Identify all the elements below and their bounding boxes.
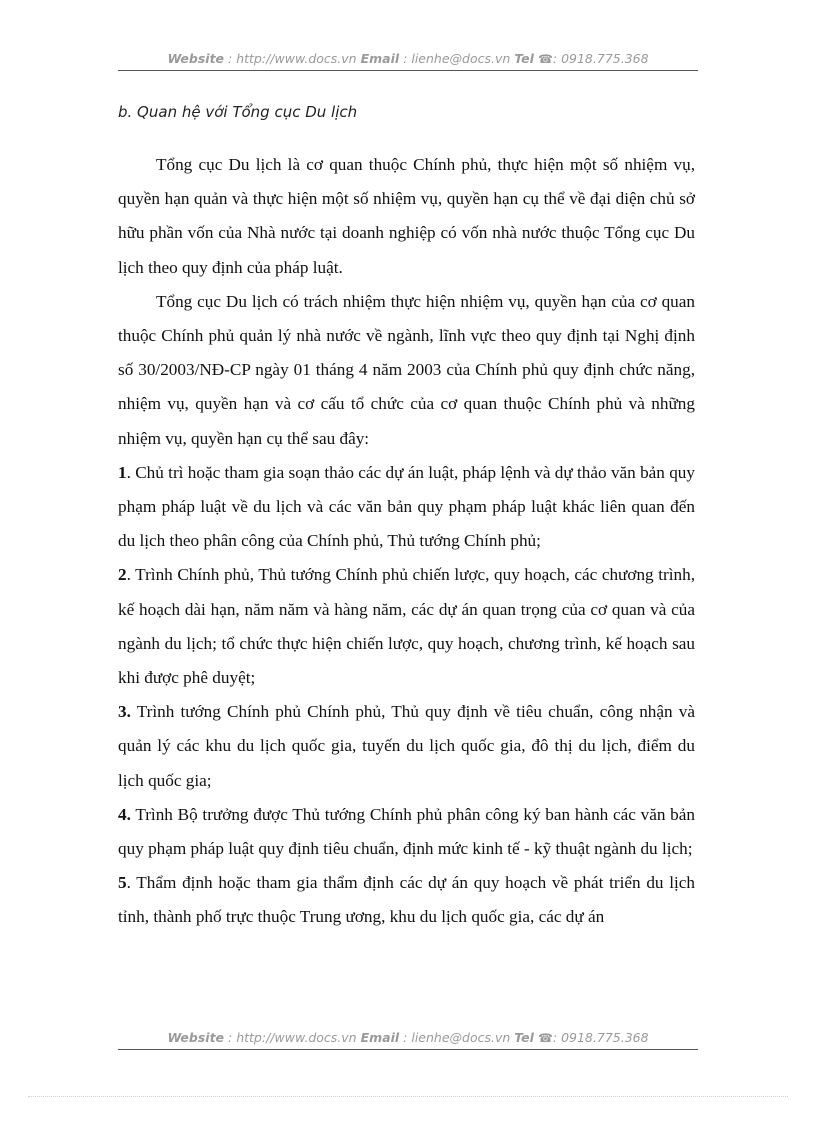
- item-text: . Chủ trì hoặc tham gia soạn thảo các dự án luật, pháp lệnh và dự thảo văn bản quy phạm pháp luật về du lịch và các văn bản quy phạm pháp luật khác liên quan đến du lịch theo phân công của Chính phủ, Thủ tướng Chính phủ;: [118, 462, 695, 551]
- list-item: [118, 695, 695, 798]
- tel-label: Tel: [514, 51, 534, 66]
- email-address[interactable]: : lienhe@docs.vn: [403, 51, 511, 66]
- page-edge-divider: [28, 1096, 788, 1097]
- phone-icon: ☎: [537, 1031, 553, 1045]
- tel-number: : 0918.775.368: [552, 51, 649, 66]
- page-footer: [118, 1030, 698, 1045]
- item-number: 2: [118, 565, 127, 585]
- header-rule: [118, 70, 698, 71]
- item-number: 1: [118, 462, 127, 482]
- phone-icon: ☎: [537, 52, 553, 66]
- website-label: Website: [167, 51, 225, 66]
- item-text: . Trình Chính phủ, Thủ tướng Chính phủ chiến lược, quy hoạch, các chương trình, kế hoạch dài hạn, năm năm và hàng năm, các dự án quan trọng của cơ quan và của ngành du lịch; tổ chức thực hiện chiến lược, quy hoạch, chương trình, kế hoạch sau khi được phê duyệt;: [118, 565, 695, 688]
- item-text: Trình Bộ trưởng được Thủ tướng Chính phủ phân công ký ban hành các văn bản quy phạm pháp luật quy định tiêu chuẩn, định mức kinh tế - kỹ thuật ngành du lịch;: [118, 804, 695, 859]
- tel-label: Tel: [514, 1030, 534, 1045]
- page-header: [118, 51, 698, 66]
- list-item: [118, 456, 695, 559]
- item-number: 5: [118, 873, 127, 893]
- email-label: Email: [360, 51, 400, 66]
- document-body: [118, 148, 695, 935]
- item-number: 3.: [118, 702, 131, 722]
- email-address[interactable]: : lienhe@docs.vn: [403, 1030, 511, 1045]
- website-label: Website: [167, 1030, 225, 1045]
- website-url[interactable]: : http://www.docs.vn: [228, 51, 357, 66]
- list-item: [118, 866, 695, 934]
- list-item: [118, 798, 695, 866]
- item-text: . Thẩm định hoặc tham gia thẩm định các dự án quy hoạch về phát triển du lịch tỉnh, thành phố trực thuộc Trung ương, khu du lịch quốc gia, các dự án: [118, 873, 695, 927]
- paragraph: Tổng cục Du lịch có trách nhiệm thực hiện nhiệm vụ, quyền hạn của cơ quan thuộc Chính phủ quản lý nhà nước về ngành, lĩnh vực theo quy định tại Nghị định số 30/2003/NĐ-CP ngày 01 tháng 4 năm 2003 của Chính phủ quy định chức năng, nhiệm vụ, quyền hạn và cơ cấu tổ chức của cơ quan thuộc Chính phủ và những nhiệm vụ, quyền hạn cụ thể sau đây:: [118, 291, 695, 448]
- website-url[interactable]: : http://www.docs.vn: [228, 1030, 357, 1045]
- paragraph: Tổng cục Du lịch là cơ quan thuộc Chính phủ, thực hiện một số nhiệm vụ, quyền hạn quản và thực hiện một số nhiệm vụ, quyền hạn cụ thể về đại diện chủ sở hữu phần vốn của Nhà nước tại doanh nghiệp có vốn nhà nước thuộc Tổng cục Du lịch theo quy định của pháp luật.: [118, 155, 695, 277]
- section-heading: b. Quan hệ với Tổng cục Du lịch: [118, 103, 358, 121]
- item-text: Trình tướng Chính phủ Chính phủ, Thủ quy định về tiêu chuẩn, công nhận và quản lý các khu du lịch quốc gia, tuyến du lịch quốc gia, đô thị du lịch, điểm du lịch quốc gia;: [118, 702, 695, 790]
- list-item: [118, 558, 695, 695]
- footer-rule: [118, 1049, 698, 1050]
- tel-number: : 0918.775.368: [552, 1030, 649, 1045]
- email-label: Email: [360, 1030, 400, 1045]
- item-number: 4.: [118, 804, 131, 824]
